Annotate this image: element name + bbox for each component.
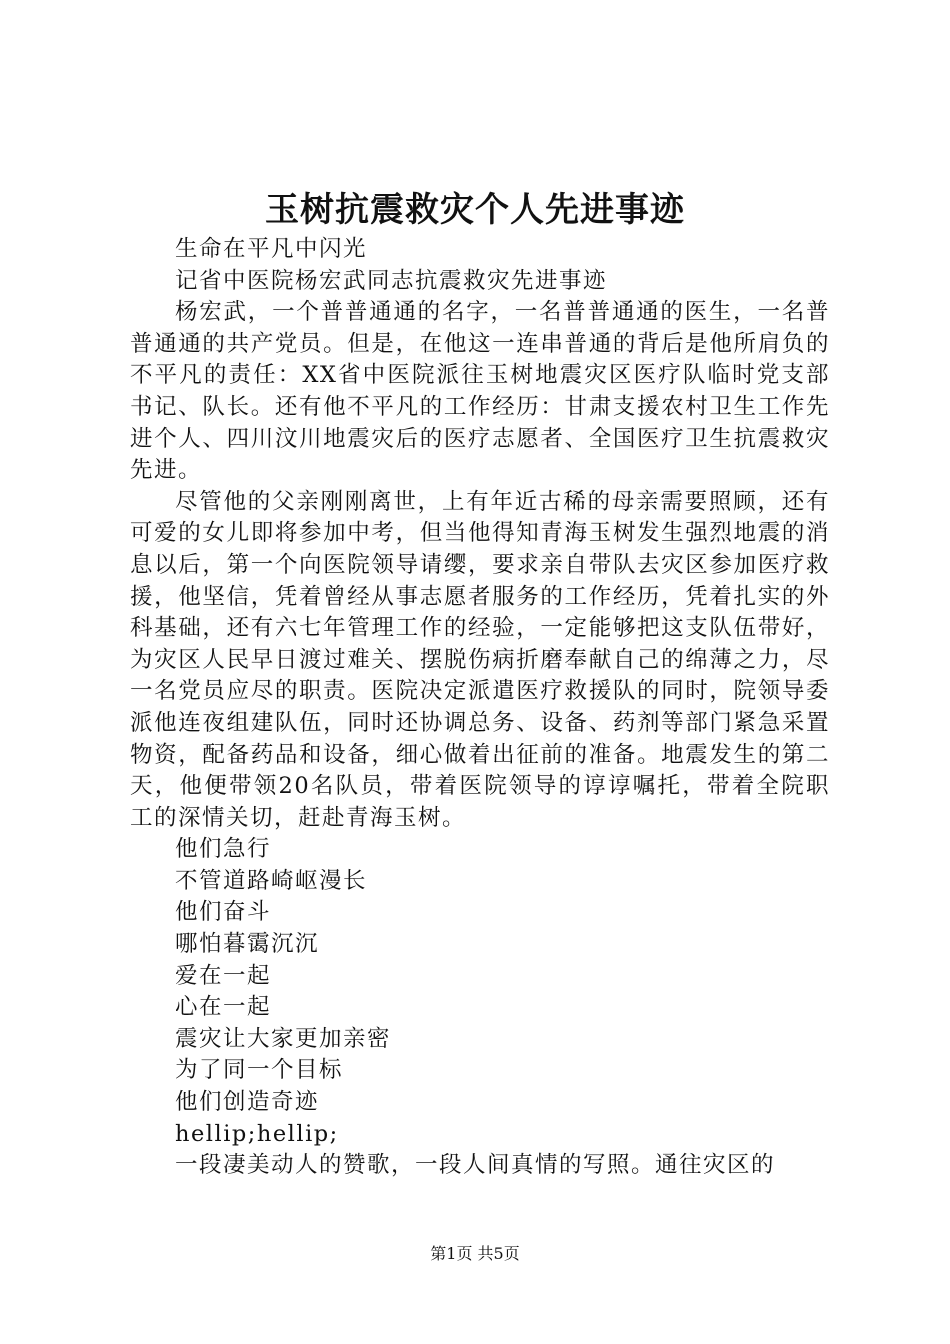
poem-line: 爱在一起 <box>175 962 272 989</box>
poem-line: 震灾让大家更加亲密 <box>175 1025 392 1052</box>
document-body <box>130 234 830 1182</box>
poem-line: 为了同一个目标 <box>175 1057 344 1084</box>
poem-line: 他们急行 <box>175 836 272 863</box>
poem-line: hellip;hellip; <box>175 1120 339 1147</box>
page-number-footer: 第1页 共5页 <box>430 1244 520 1263</box>
paragraph: 杨宏武，一个普普通通的名字，一名普普通通的医生，一名普普通通的共产党员。但是，在他这一连串普通的背后是他所肩负的不平凡的责任：XX省中医院派往玉树地震灾区医疗队临时党支部书记、队长。还有他不平凡的工作经历：甘肃支援农村卫生工作先进个人、四川汶川地震灾后的医疗志愿者、全国医疗卫生抗震救灾先进。 <box>130 299 830 484</box>
paragraph: 尽管他的父亲刚刚离世，上有年近古稀的母亲需要照顾，还有可爱的女儿即将参加中考，但当他得知青海玉树发生强烈地震的消息以后，第一个向医院领导请缨，要求亲自带队去灾区参加医疗救援，他坚信，凭着曾经从事志愿者服务的工作经历，凭着扎实的外科基础，还有六七年管理工作的经验，一定能够把这支队伍带好，为灾区人民早日渡过难关、摆脱伤病折磨奉献自己的绵薄之力，尽一名党员应尽的职责。医院决定派遣医疗救援队的同时，院领导委派他连夜组建队伍，同时还协调总务、设备、药剂等部门紧急采置物资，配备药品和设备，细心做着出征前的准备。地震发生的第二天，他便带领20名队员，带着医院领导的谆谆嘱托，带着全院职工的深情关切，赶赴青海玉树。 <box>130 488 830 831</box>
poem-line: 哪怕暮霭沉沉 <box>175 931 320 958</box>
subtitle-line: 生命在平凡中闪光 <box>175 236 368 262</box>
document-title: 玉树抗震救灾个人先进事迹 <box>265 190 685 230</box>
poem-line: 心在一起 <box>175 994 272 1021</box>
poem-line: 他们创造奇迹 <box>175 1089 320 1116</box>
subtitle-line: 记省中医院杨宏武同志抗震救灾先进事迹 <box>175 267 608 294</box>
poem-line: 他们奋斗 <box>175 899 272 926</box>
poem-line: 不管道路崎岖漫长 <box>175 867 368 894</box>
paragraph: 一段凄美动人的赞歌，一段人间真情的写照。通往灾区的 <box>175 1152 776 1179</box>
